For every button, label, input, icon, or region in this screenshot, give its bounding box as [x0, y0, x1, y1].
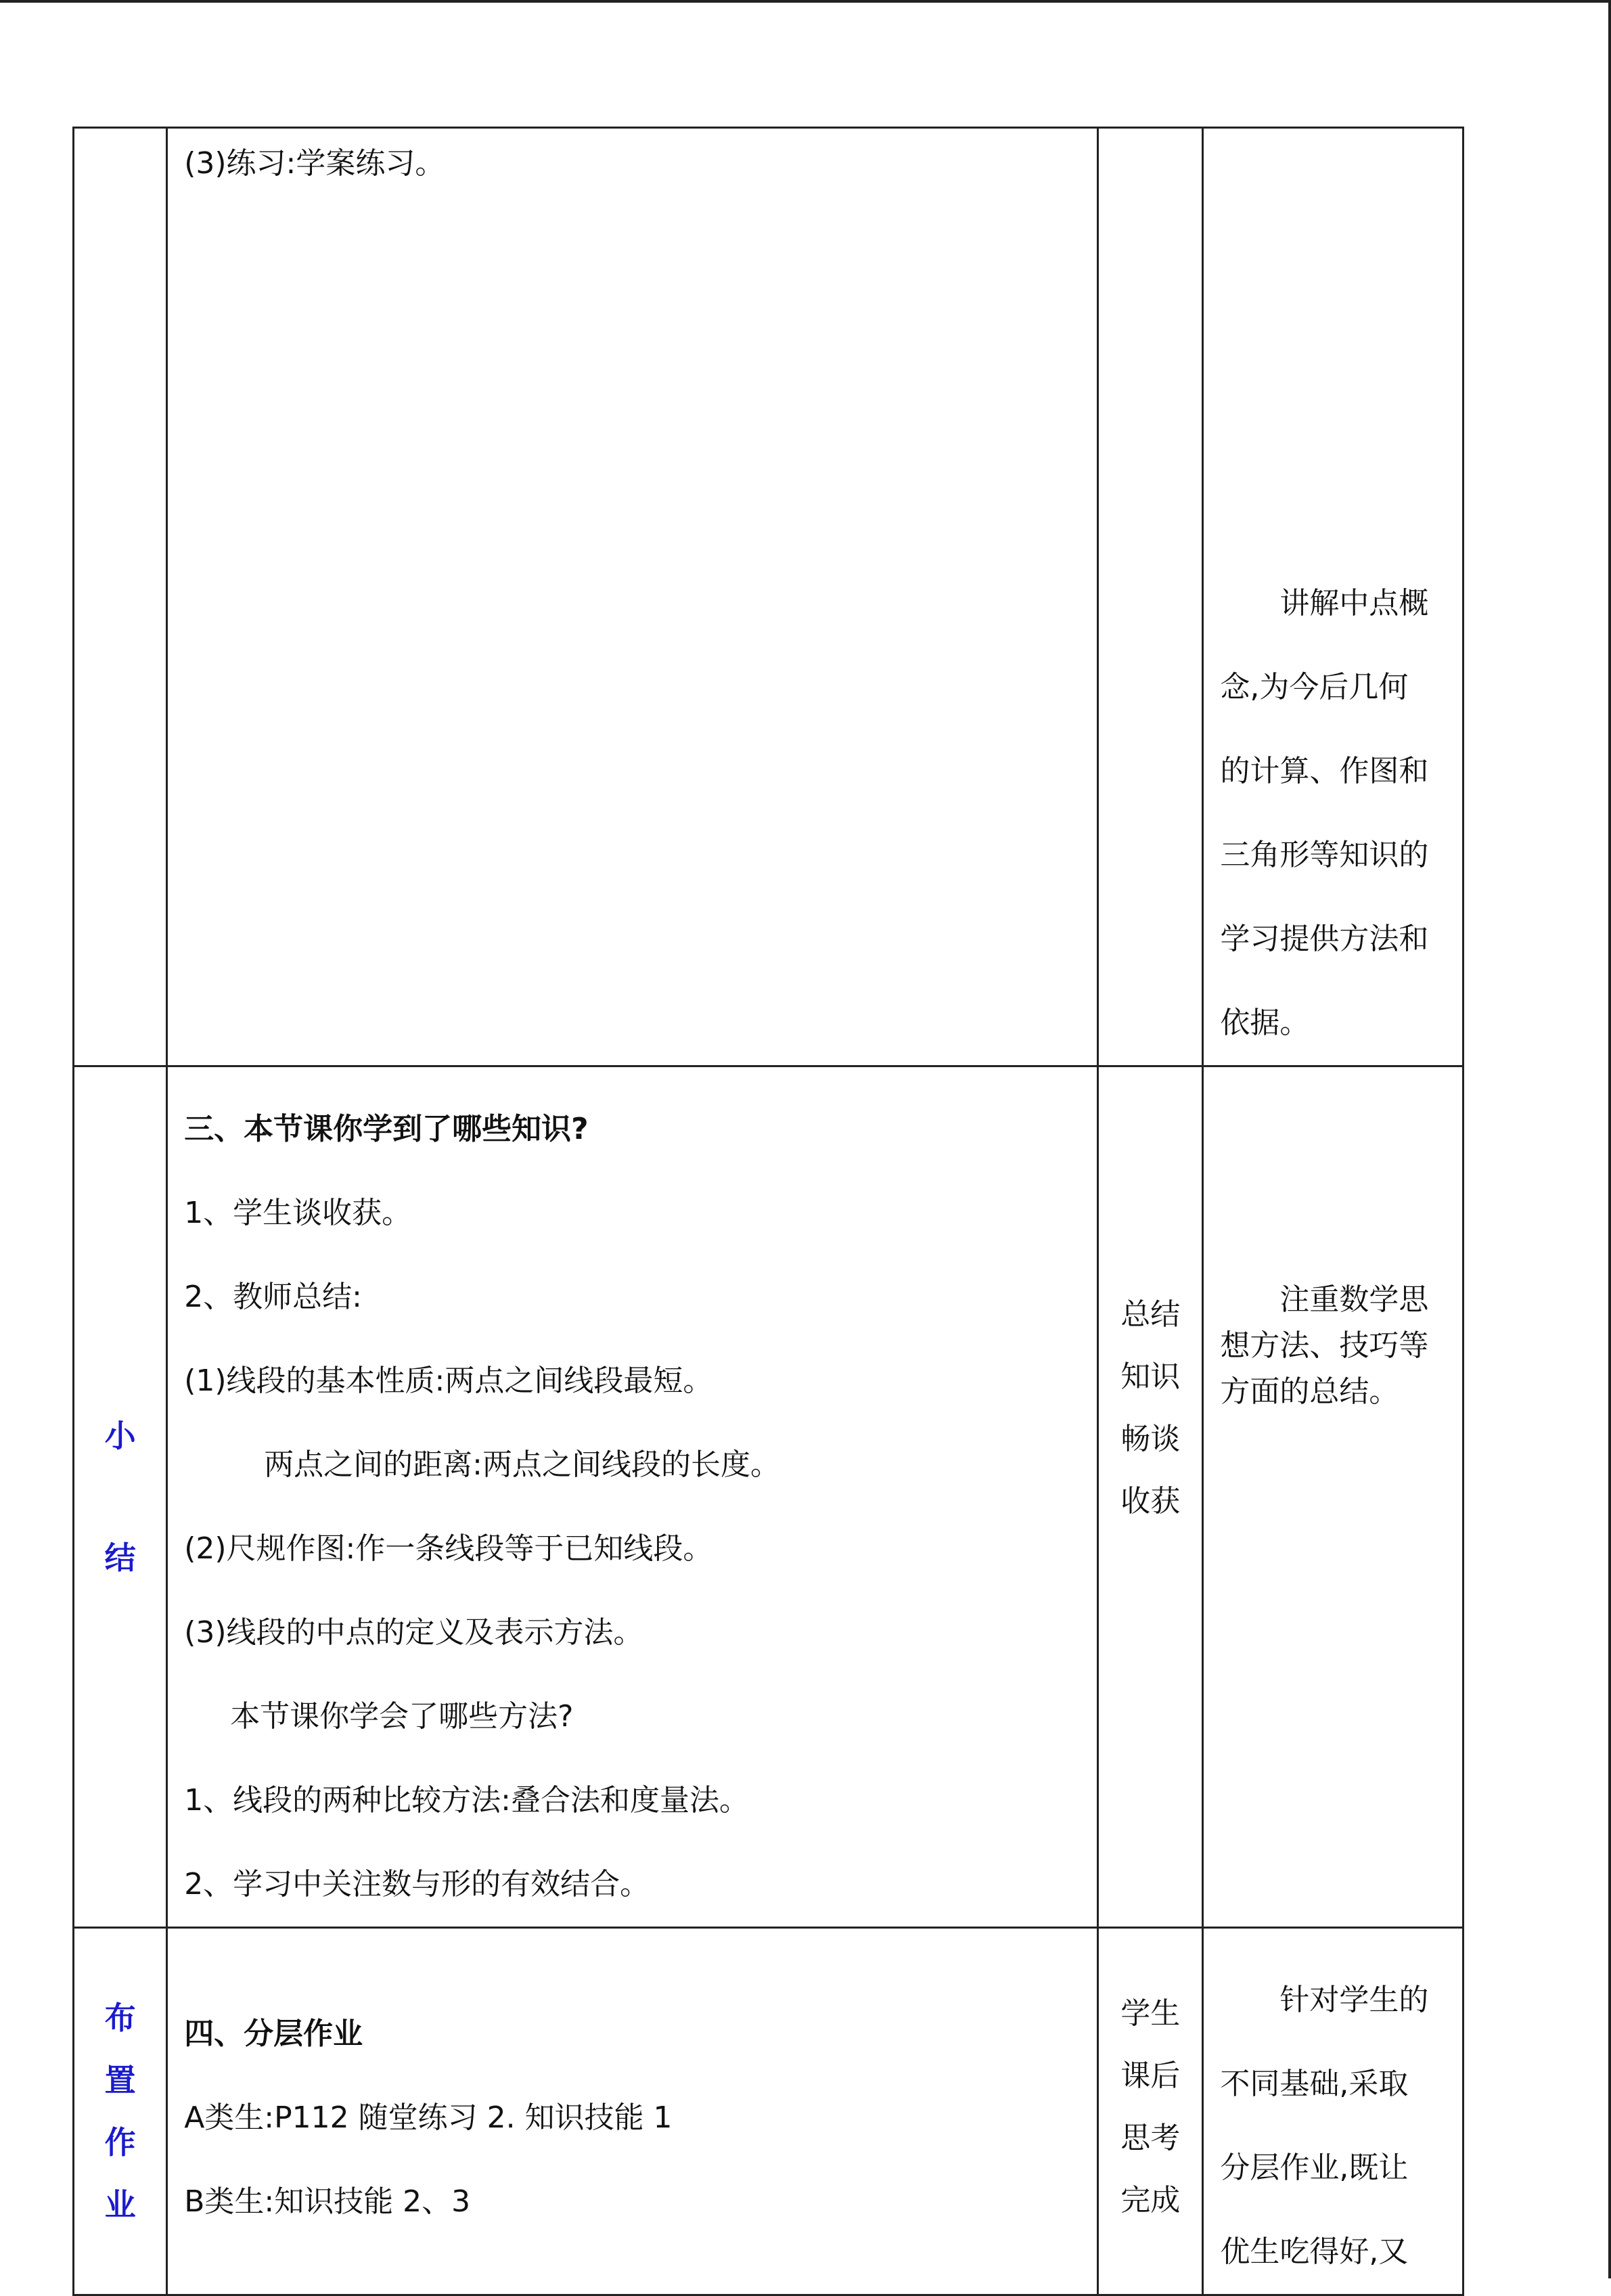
section-label-char: 作 — [104, 2124, 136, 2161]
content-line: 1、学生谈收获。 — [184, 1196, 412, 1230]
content-line: A类生:P112 随堂练习 2. 知识技能 1 — [184, 2100, 673, 2135]
content-line: (3)练习:学案练习。 — [184, 146, 445, 181]
content-line: 1、线段的两种比较方法:叠合法和度量法。 — [184, 1783, 750, 1818]
content-line: (1)线段的基本性质:两点之间线段最短。 — [184, 1364, 713, 1398]
content-line: 本节课你学会了哪些方法? — [230, 1699, 574, 1734]
section-label-cell — [74, 128, 167, 1066]
note-line: 注重数学思 — [1279, 1282, 1429, 1317]
content-line: (2)尺规作图:作一条线段等于已知线段。 — [184, 1531, 713, 1566]
content-spacer — [184, 1949, 1081, 1992]
design-intent-cell — [1203, 1066, 1463, 1928]
note-line: 分层作业,既让 — [1220, 2151, 1409, 2185]
content-line: B类生:知识技能 2、3 — [184, 2184, 471, 2219]
content-line: (3)线段的中点的定义及表示方法。 — [184, 1615, 643, 1650]
section-label-char: 小 — [104, 1418, 136, 1454]
note-line: 念,为今后几何 — [1220, 670, 1409, 704]
note-line: 的计算、作图和 — [1220, 754, 1429, 788]
table-row-summary — [74, 1066, 1463, 1928]
note-line: 针对学生的 — [1279, 1983, 1429, 2017]
content-line: 2、学习中关注数与形的有效结合。 — [184, 1867, 650, 1901]
content-heading: 四、分层作业 — [184, 2017, 363, 2051]
note-line: 方面的总结。 — [1220, 1374, 1399, 1409]
section-label-char: 布 — [104, 2000, 136, 2036]
section-label-char: 结 — [104, 1539, 136, 1576]
section-label-cell — [74, 1066, 167, 1928]
activity-line: 思考 — [1120, 2121, 1181, 2155]
lesson-plan-table — [72, 127, 1464, 2296]
note-line: 学习提供方法和 — [1220, 922, 1429, 956]
content-heading: 三、本节课你学到了哪些知识? — [184, 1112, 589, 1146]
table-row-practice — [74, 128, 1463, 1066]
activity-line: 学生 — [1120, 1996, 1181, 2031]
note-line: 不同基础,采取 — [1220, 2067, 1409, 2101]
page-border-top — [0, 0, 1611, 3]
note-line: 想方法、技巧等 — [1220, 1328, 1429, 1363]
note-line: 依据。 — [1220, 1006, 1310, 1040]
student-activity-cell — [1098, 1928, 1203, 2295]
activity-line: 畅谈 — [1120, 1422, 1181, 1456]
page-border-right — [1608, 0, 1611, 2278]
activity-line: 收获 — [1120, 1484, 1181, 1518]
section-label-cell — [74, 1928, 167, 2295]
content-line: 两点之间的距离:两点之间线段的长度。 — [264, 1447, 781, 1482]
design-intent-cell — [1203, 128, 1463, 1066]
student-activity-cell — [1098, 128, 1203, 1066]
content-cell — [167, 1928, 1098, 2295]
content-cell — [167, 1066, 1098, 1928]
activity-line: 知识 — [1120, 1359, 1181, 1394]
activity-line: 总结 — [1120, 1297, 1181, 1332]
activity-line: 完成 — [1120, 2183, 1181, 2218]
table-row-homework — [74, 1928, 1463, 2295]
note-line: 优生吃得好,又 — [1220, 2234, 1409, 2269]
section-label-char: 置 — [104, 2062, 136, 2098]
note-line: 三角形等知识的 — [1220, 838, 1429, 872]
content-line: 2、教师总结: — [184, 1280, 363, 1314]
design-intent-cell — [1203, 1928, 1463, 2295]
activity-line: 课后 — [1120, 2058, 1181, 2093]
student-activity-cell — [1098, 1066, 1203, 1928]
note-line: 讲解中点概 — [1279, 586, 1429, 621]
section-label-char: 业 — [104, 2186, 136, 2223]
content-cell — [167, 128, 1098, 1066]
